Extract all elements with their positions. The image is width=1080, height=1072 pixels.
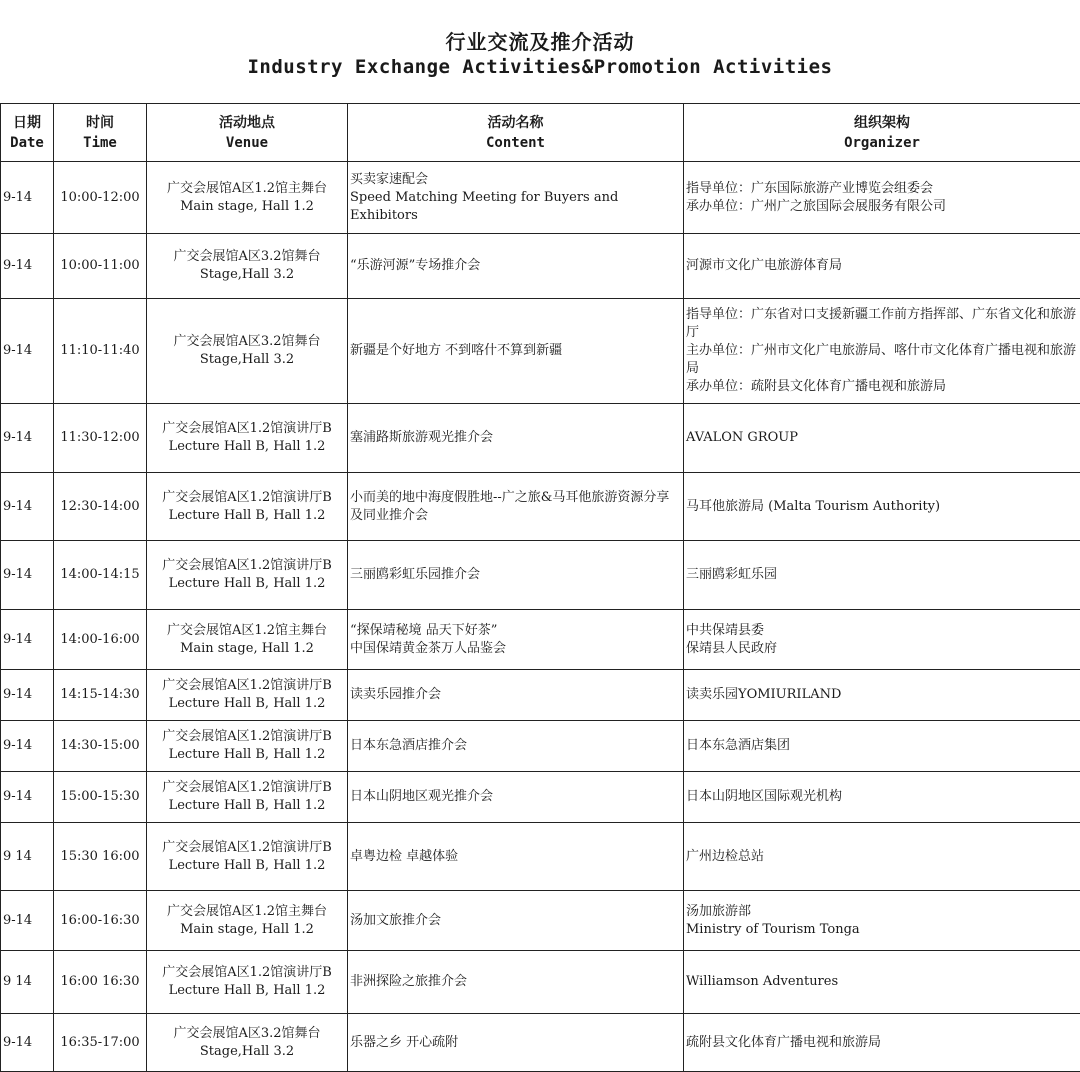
organizer-cell [684, 234, 1080, 299]
content-cell [348, 299, 684, 404]
cell-text: 广交会展馆A区1.2馆演讲厅B [162, 678, 332, 693]
time-cell [54, 1014, 147, 1072]
cell-text: 15:30 16:00 [60, 848, 140, 864]
venue-cell [147, 951, 348, 1014]
time-cell [54, 951, 147, 1014]
cell-text: Lecture Hall B, Hall 1.2 [168, 798, 326, 813]
cell-text: 承办单位：疏附县文化体育广播电视和旅游局 [686, 379, 947, 394]
table-row [1, 162, 1080, 234]
cell-text: Lecture Hall B, Hall 1.2 [168, 507, 326, 523]
cell-text: 中国保靖黄金茶万人品鉴会 [350, 640, 507, 656]
page-header [0, 0, 1080, 104]
content-cell [348, 951, 684, 1014]
cell-text: Main stage, Hall 1.2 [180, 198, 314, 214]
cell-text: 塞浦路斯旅游观光推介会 [350, 430, 494, 445]
organizer-cell [684, 823, 1080, 891]
table-row [1, 610, 1080, 670]
venue-cell [147, 541, 348, 610]
cell-text: 9-14 [3, 498, 33, 514]
cell-text: Main stage, Hall 1.2 [180, 640, 314, 656]
date-cell [1, 951, 54, 1014]
venue-cell [147, 721, 348, 772]
organizer-cell [684, 299, 1080, 404]
venue-cell [147, 670, 348, 721]
cell-text: 广州边检总站 [686, 848, 765, 864]
cell-text: 9-14 [3, 687, 33, 702]
header-organizer: 组织架构 Organizer [684, 104, 1080, 162]
date-cell [1, 234, 54, 299]
table-row [1, 670, 1080, 721]
date-cell [1, 404, 54, 473]
content-cell [348, 234, 684, 299]
cell-text: 指导单位：广东国际旅游产业博览会组委会 [686, 180, 934, 196]
venue-cell [147, 772, 348, 823]
header-content: 活动名称 Content [348, 104, 684, 162]
schedule-table [0, 103, 1080, 1072]
cell-text: 乐器之乡 开心疏附 [350, 1034, 459, 1050]
date-cell [1, 541, 54, 610]
table-row [1, 951, 1080, 1014]
cell-text: 广交会展馆A区1.2馆演讲厅B [162, 489, 332, 505]
cell-text: 河源市文化广电旅游体育局 [686, 258, 843, 273]
cell-text: Lecture Hall B, Hall 1.2 [168, 439, 326, 454]
cell-text: 9-14 [3, 912, 33, 928]
organizer-cell [684, 473, 1080, 541]
cell-text: Williamson Adventures [686, 974, 839, 989]
cell-text: 非洲探险之旅推介会 [350, 974, 468, 989]
table-row [1, 721, 1080, 772]
venue-cell [147, 234, 348, 299]
cell-text: 10:00-12:00 [60, 189, 140, 205]
cell-text: 主办单位：广州市文化广电旅游局、喀什市文化体育广播电视和旅游局 [686, 343, 1077, 376]
organizer-cell [684, 162, 1080, 234]
date-cell [1, 1014, 54, 1072]
venue-cell [147, 823, 348, 891]
table-row [1, 299, 1080, 404]
cell-text: 16:00-16:30 [60, 912, 140, 928]
page-subtitle: Industry Exchange Activities&Promotion Activities [247, 56, 833, 78]
organizer-cell [684, 670, 1080, 721]
cell-text: Lecture Hall B, Hall 1.2 [168, 576, 326, 591]
cell-text: 广交会展馆A区3.2馆舞台 [173, 1025, 321, 1041]
table-row [1, 891, 1080, 951]
cell-text: Lecture Hall B, Hall 1.2 [168, 983, 326, 998]
cell-text: 读卖乐园推介会 [350, 687, 442, 702]
content-cell [348, 670, 684, 721]
cell-text: 马耳他旅游局 (Malta Tourism Authority) [686, 498, 941, 514]
header-time: 时间 Time [54, 104, 147, 162]
cell-text: 12:30-14:00 [60, 498, 140, 514]
cell-text: 14:30-15:00 [60, 738, 140, 753]
cell-text: Speed Matching Meeting for Buyers and Exhibitors [350, 189, 619, 223]
cell-text: 16:00 16:30 [60, 974, 140, 989]
cell-text: 9-14 [3, 258, 33, 273]
time-cell [54, 473, 147, 541]
venue-cell [147, 1014, 348, 1072]
time-cell [54, 299, 147, 404]
cell-text: 9 14 [3, 848, 32, 864]
date-cell [1, 473, 54, 541]
cell-text: 11:30-12:00 [60, 430, 140, 445]
header-date: 日期 Date [1, 104, 54, 162]
date-cell [1, 610, 54, 670]
time-cell [54, 234, 147, 299]
organizer-cell [684, 721, 1080, 772]
content-cell [348, 162, 684, 234]
content-cell [348, 473, 684, 541]
cell-text: 9-14 [3, 738, 33, 753]
date-cell [1, 162, 54, 234]
cell-text: 指导单位：广东省对口支援新疆工作前方指挥部、广东省文化和旅游厅 [686, 307, 1077, 340]
cell-text: “探保靖秘境 品天下好茶” [350, 622, 498, 638]
cell-text: 读卖乐园YOMIURILAND [686, 687, 842, 702]
time-cell [54, 610, 147, 670]
date-cell [1, 772, 54, 823]
content-cell [348, 891, 684, 951]
time-cell [54, 721, 147, 772]
cell-text: “乐游河源”专场推介会 [350, 258, 481, 273]
cell-text: 广交会展馆A区3.2馆舞台 [173, 249, 321, 264]
table-row [1, 823, 1080, 891]
cell-text: 汤加旅游部 [686, 903, 752, 919]
cell-text: 9-14 [3, 430, 33, 445]
cell-text: 小而美的地中海度假胜地--广之旅&马耳他旅游资源分享及同业推介会 [350, 489, 670, 523]
organizer-cell [684, 1014, 1080, 1072]
venue-cell [147, 162, 348, 234]
table-row [1, 1014, 1080, 1072]
cell-text: 保靖县人民政府 [686, 640, 778, 656]
cell-text: 9-14 [3, 789, 33, 804]
venue-cell [147, 404, 348, 473]
cell-text: 疏附县文化体育广播电视和旅游局 [686, 1034, 882, 1050]
cell-text: 日本东急酒店集团 [686, 738, 791, 753]
table-row [1, 234, 1080, 299]
date-cell [1, 299, 54, 404]
cell-text: 中共保靖县委 [686, 622, 765, 638]
cell-text: 9-14 [3, 1034, 33, 1050]
date-cell [1, 721, 54, 772]
table-row [1, 541, 1080, 610]
cell-text: 15:00-15:30 [60, 789, 140, 804]
cell-text: 承办单位：广州广之旅国际会展服务有限公司 [686, 198, 947, 214]
cell-text: 广交会展馆A区1.2馆演讲厅B [162, 558, 332, 573]
content-cell [348, 404, 684, 473]
cell-text: 广交会展馆A区1.2馆主舞台 [166, 180, 328, 196]
cell-text: 16:35-17:00 [60, 1034, 140, 1050]
cell-text: 9-14 [3, 631, 33, 647]
time-cell [54, 823, 147, 891]
header-venue: 活动地点 Venue [147, 104, 348, 162]
time-cell [54, 541, 147, 610]
time-cell [54, 891, 147, 951]
content-cell [348, 541, 684, 610]
organizer-cell [684, 541, 1080, 610]
cell-text: 广交会展馆A区1.2馆演讲厅B [162, 839, 332, 855]
cell-text: 三丽鸥彩虹乐园 [686, 567, 778, 582]
content-cell [348, 721, 684, 772]
cell-text: 日本山阴地区观光推介会 [350, 789, 494, 804]
cell-text: 广交会展馆A区1.2馆演讲厅B [162, 780, 332, 795]
content-cell [348, 772, 684, 823]
table-row [1, 404, 1080, 473]
table-header-row [1, 104, 1080, 162]
content-cell [348, 610, 684, 670]
cell-text: 新疆是个好地方 不到喀什不算到新疆 [350, 343, 563, 358]
cell-text: 广交会展馆A区1.2馆演讲厅B [162, 729, 332, 744]
cell-text: 汤加文旅推介会 [350, 912, 442, 928]
cell-text: 9-14 [3, 567, 33, 582]
date-cell [1, 670, 54, 721]
date-cell [1, 823, 54, 891]
cell-text: 三丽鸥彩虹乐园推介会 [350, 567, 481, 582]
cell-text: 10:00-11:00 [60, 258, 140, 273]
cell-text: 14:00-14:15 [60, 567, 140, 582]
date-cell [1, 891, 54, 951]
cell-text: 11:10-11:40 [60, 343, 140, 358]
cell-text: 广交会展馆A区1.2馆主舞台 [166, 903, 328, 919]
organizer-cell [684, 610, 1080, 670]
cell-text: 9 14 [3, 974, 32, 989]
venue-cell [147, 299, 348, 404]
cell-text: Stage,Hall 3.2 [199, 267, 295, 282]
cell-text: 9-14 [3, 343, 33, 358]
organizer-cell [684, 951, 1080, 1014]
cell-text: 广交会展馆A区1.2馆演讲厅B [162, 965, 332, 980]
cell-text: 广交会展馆A区3.2馆舞台 [173, 334, 321, 349]
cell-text: 14:15-14:30 [60, 687, 140, 702]
cell-text: Ministry of Tourism Tonga [686, 921, 860, 937]
cell-text: 卓粤边检 卓越体验 [350, 848, 459, 864]
cell-text: 广交会展馆A区1.2馆演讲厅B [162, 421, 332, 436]
time-cell [54, 404, 147, 473]
content-cell [348, 1014, 684, 1072]
organizer-cell [684, 404, 1080, 473]
table-body [1, 162, 1080, 1072]
cell-text: Lecture Hall B, Hall 1.2 [168, 747, 326, 762]
organizer-cell [684, 891, 1080, 951]
cell-text: 日本东急酒店推介会 [350, 738, 468, 753]
cell-text: Stage,Hall 3.2 [199, 352, 295, 367]
cell-text: 日本山阴地区国际观光机构 [686, 789, 843, 804]
cell-text: Stage,Hall 3.2 [199, 1043, 295, 1059]
organizer-cell [684, 772, 1080, 823]
venue-cell [147, 891, 348, 951]
time-cell [54, 670, 147, 721]
cell-text: Main stage, Hall 1.2 [180, 921, 314, 937]
content-cell [348, 823, 684, 891]
time-cell [54, 162, 147, 234]
cell-text: 买卖家速配会 [350, 171, 429, 187]
table-row [1, 772, 1080, 823]
cell-text: 广交会展馆A区1.2馆主舞台 [166, 622, 328, 638]
cell-text: 9-14 [3, 189, 33, 205]
cell-text: Lecture Hall B, Hall 1.2 [168, 857, 326, 873]
cell-text: AVALON GROUP [686, 430, 798, 445]
page-title: 行业交流及推介活动 [445, 30, 635, 54]
venue-cell [147, 473, 348, 541]
cell-text: Lecture Hall B, Hall 1.2 [168, 696, 326, 711]
table-row [1, 473, 1080, 541]
time-cell [54, 772, 147, 823]
venue-cell [147, 610, 348, 670]
cell-text: 14:00-16:00 [60, 631, 140, 647]
